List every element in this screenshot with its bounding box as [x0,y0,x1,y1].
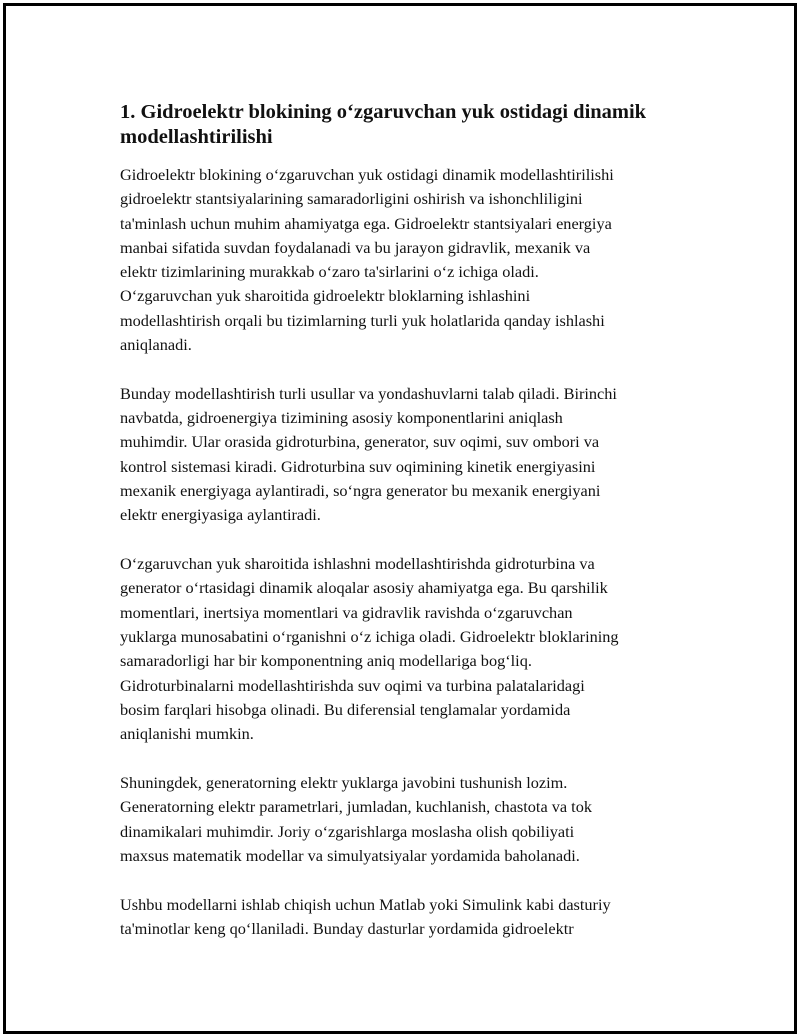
paragraph-3 [120,552,700,746]
heading-line: 1. Gidroelektr blokining o‘zgaruvchan yuk ostidagi dinamik [120,101,647,123]
text-line: elektr energiyasiga aylantiradi. [120,505,321,525]
text-line: aniqlanishi mumkin. [120,724,254,744]
text-line: O‘zgaruvchan yuk sharoitida ishlashni modellashtirishda gidroturbina va [120,554,595,574]
text-line: Ushbu modellarni ishlab chiqish uchun Matlab yoki Simulink kabi dasturiy [120,894,611,914]
heading-line: modellashtirilishi [120,126,273,148]
text-line: Gidroturbinalarni modellashtirishda suv oqimi va turbina palatalaridagi [120,675,585,695]
text-line: muhimdir. Ular orasida gidroturbina, generator, suv oqimi, suv ombori va [120,432,600,452]
text-line: aniqlanadi. [120,335,192,355]
text-line: ta'minotlar keng qo‘llaniladi. Bunday dasturlar yordamida gidroelektr [120,919,574,939]
text-line: elektr tizimlarining murakkab o‘zaro ta'sirlarini o‘z ichiga oladi. [120,262,539,282]
text-line: generator o‘rtasidagi dinamik aloqalar asosiy ahamiyatga ega. Bu qarshilik [120,578,608,598]
text-line: gidroelektr stantsiyalarining samaradorligini oshirish va ishonchliligini [120,189,583,209]
text-line: ta'minlash uchun muhim ahamiyatga ega. Gidroelektr stantsiyalari energiya [120,213,612,233]
text-line: Shuningdek, generatorning elektr yuklarga javobini tushunish lozim. [120,773,568,793]
text-line: momentlari, inertsiya momentlari va gidravlik ravishda o‘zgaruvchan [120,602,573,622]
text-line: O‘zgaruvchan yuk sharoitida gidroelektr bloklarning ishlashini [120,286,531,306]
text-line: navbatda, gidroenergiya tizimining asosiy komponentlarini aniqlash [120,408,563,428]
text-line: modellashtirish orqali bu tizimlarning turli yuk holatlarida qanday ishlashi [120,310,605,330]
text-line: manbai sifatida suvdan foydalanadi va bu jarayon gidravlik, mexanik va [120,237,591,257]
text-line: kontrol sistemasi kiradi. Gidroturbina suv oqimining kinetik energiyasini [120,456,596,476]
text-line: dinamikalari muhimdir. Joriy o‘zgarishlarga moslasha olish qobiliyati [120,821,575,841]
paragraph-1 [120,163,700,357]
paragraph-4 [120,771,700,868]
text-line: Generatorning elektr parametrlari, jumladan, kuchlanish, chastota va tok [120,797,592,817]
document-content [120,100,700,966]
text-line: mexanik energiyaga aylantiradi, so‘ngra generator bu mexanik energiyani [120,481,601,501]
text-line: maxsus matematik modellar va simulyatsiyalar yordamida baholanadi. [120,845,580,865]
section-heading [120,100,700,150]
text-line: Gidroelektr blokining o‘zgaruvchan yuk ostidagi dinamik modellashtirilishi [120,165,614,184]
text-line: bosim farqlari hisobga olinadi. Bu diferensial tenglamalar yordamida [120,699,571,719]
text-line: samaradorligi har bir komponentning aniq modellariga bog‘liq. [120,651,532,671]
paragraph-2 [120,382,700,528]
document-page [3,3,797,1034]
paragraph-5 [120,893,700,942]
text-line: yuklarga munosabatini o‘rganishni o‘z ichiga oladi. Gidroelektr bloklarining [120,627,619,647]
text-line: Bunday modellashtirish turli usullar va yondashuvlarni talab qiladi. Birinchi [120,383,617,403]
